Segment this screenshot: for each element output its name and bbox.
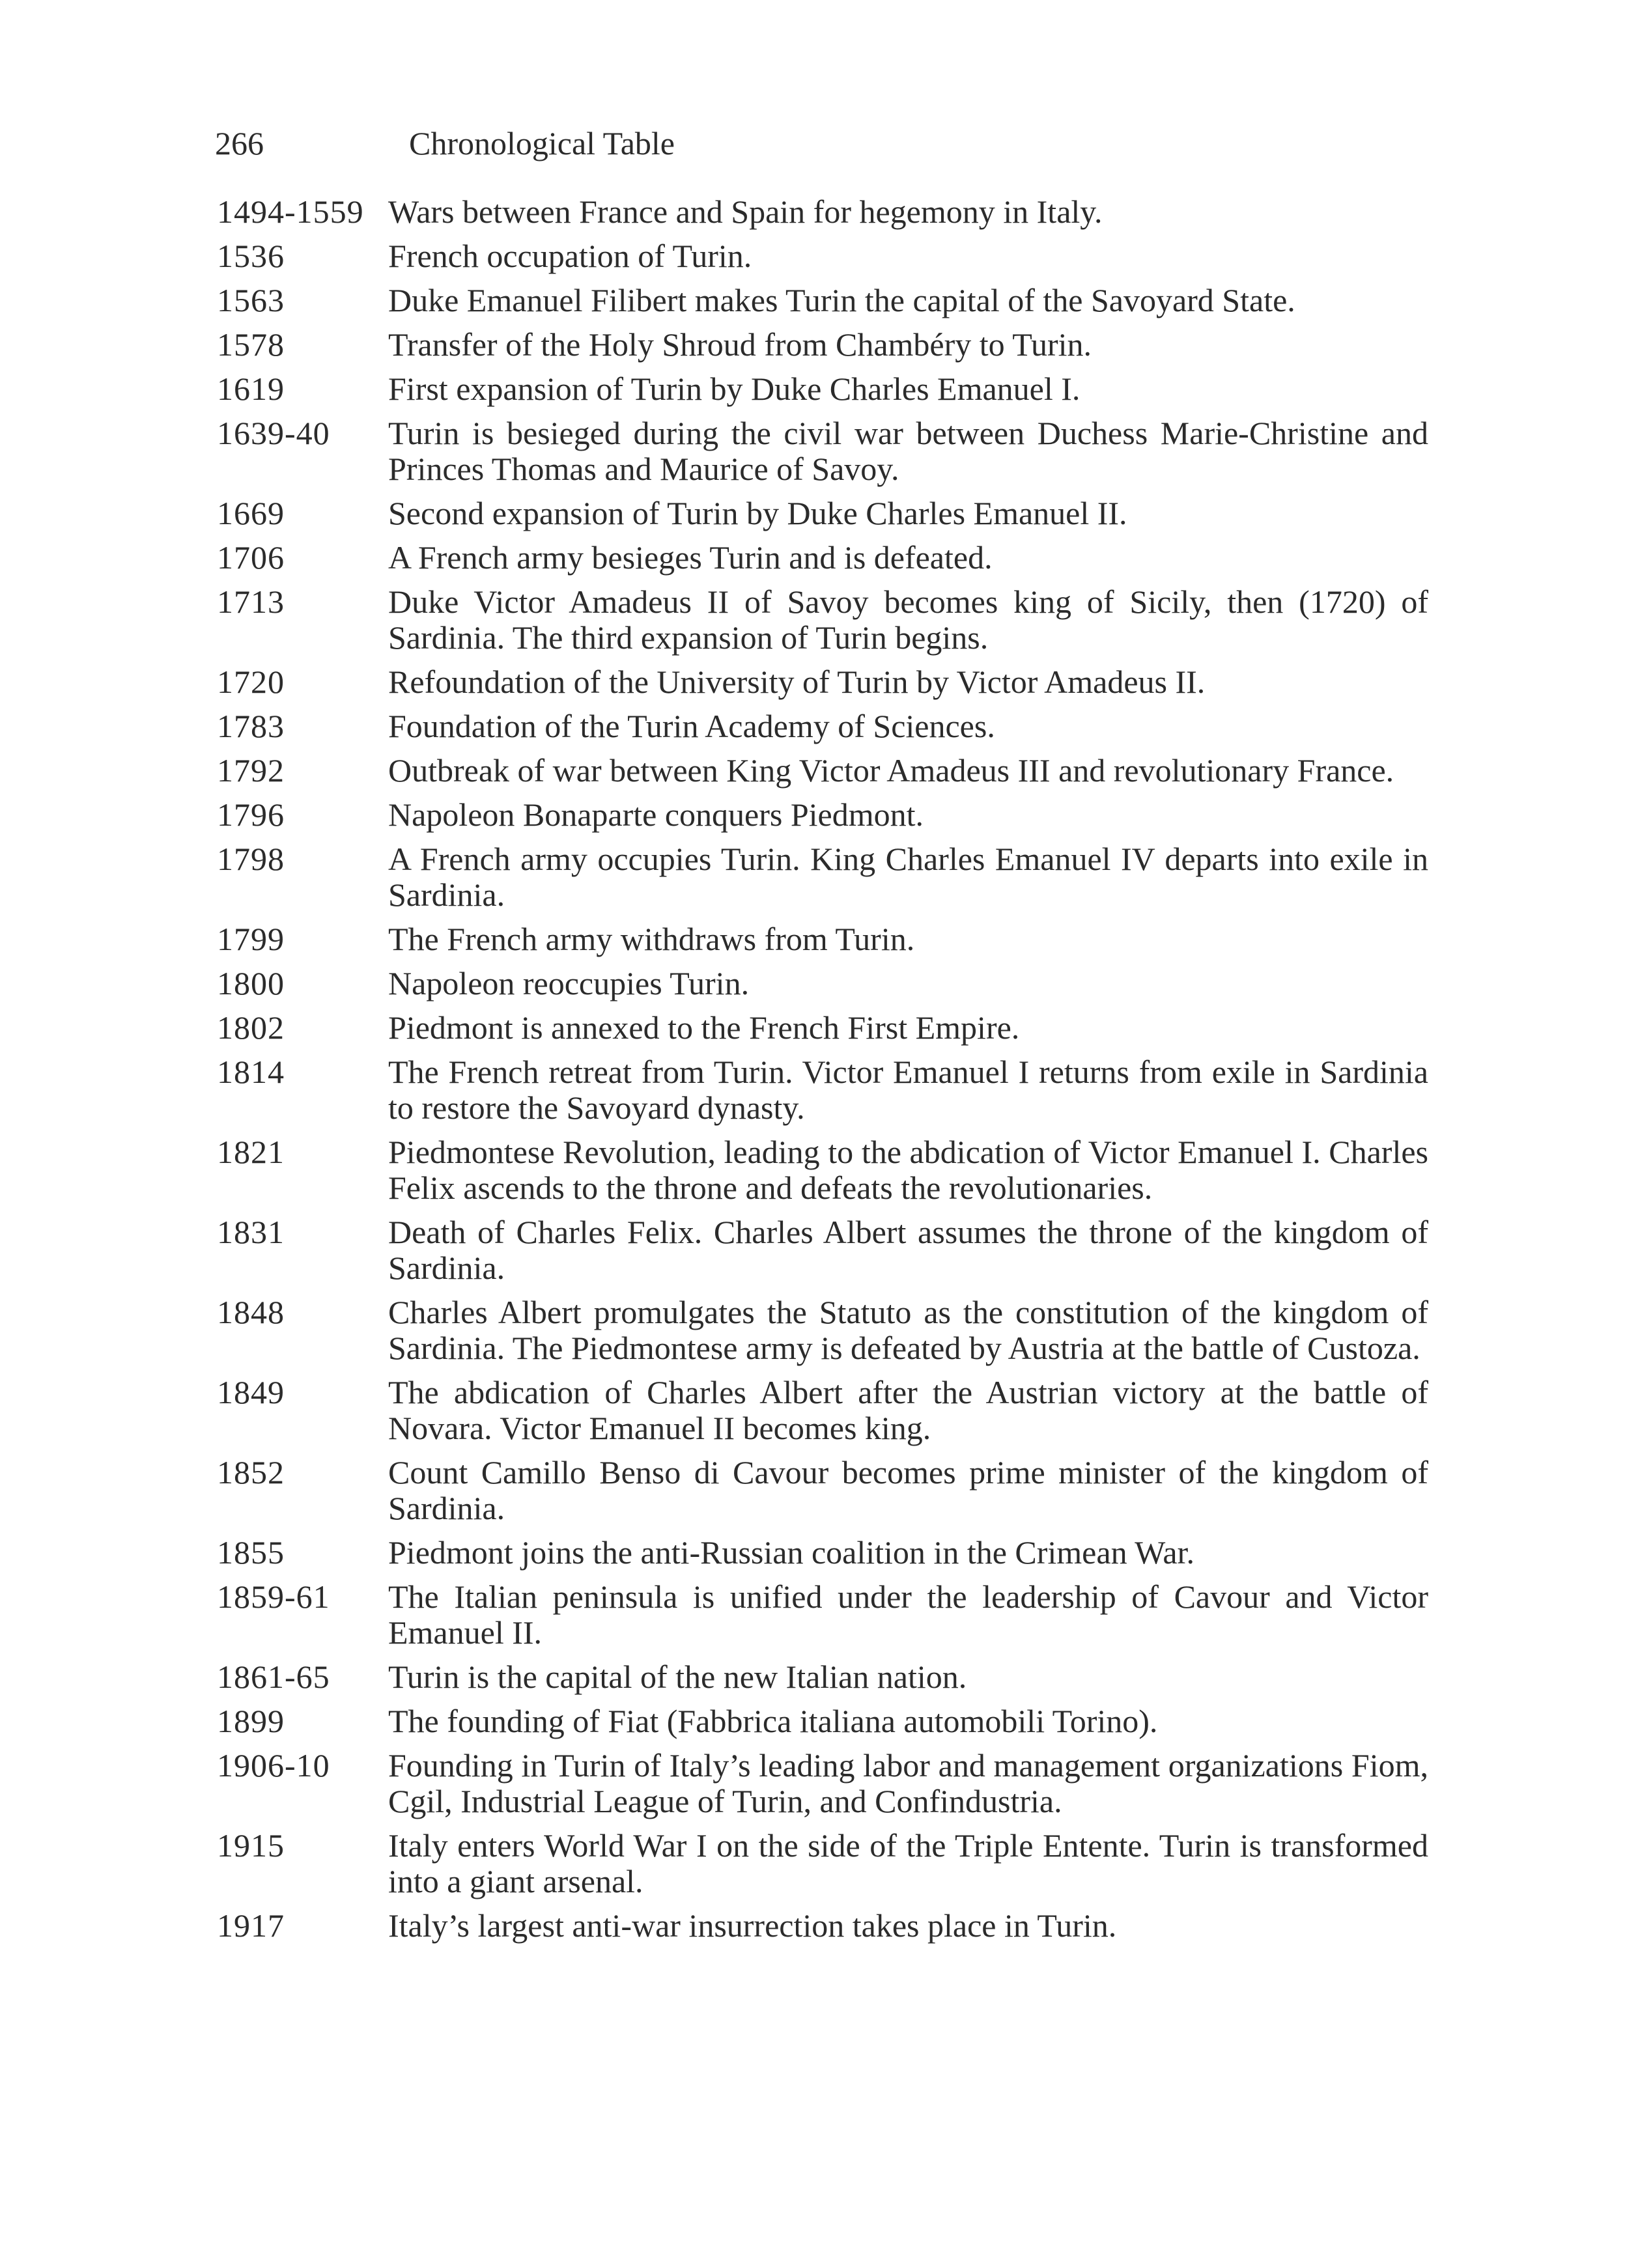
entry-year: 1915 [217, 1827, 285, 1864]
entry-event: The French retreat from Turin. Victor Emanuel I returns from exile in Sardinia to restore the Savoyard dynasty. [388, 1054, 1428, 1126]
entry-year: 1783 [217, 708, 285, 744]
entry-event: Napoleon Bonaparte conquers Piedmont. [388, 796, 924, 833]
entry-year: 1821 [217, 1134, 285, 1170]
entry-year: 1799 [217, 921, 285, 957]
chronology-entry [217, 496, 1428, 531]
entry-year: 1706 [217, 539, 285, 576]
entry-event: Refoundation of the University of Turin by Victor Amadeus II. [388, 664, 1206, 700]
entry-year: 1800 [217, 965, 285, 1001]
chronology-entry [217, 1703, 1428, 1739]
chronology-entry [217, 238, 1428, 274]
entry-event: The Italian peninsula is unified under the leadership of Cavour and Victor Emanuel II. [388, 1578, 1428, 1651]
entry-year: 1563 [217, 282, 285, 318]
running-head [215, 124, 675, 163]
chronology-entry [217, 708, 1428, 744]
entry-event: Outbreak of war between King Victor Amadeus III and revolutionary France. [388, 752, 1394, 789]
chronology-entry [217, 1375, 1428, 1446]
entry-event: The founding of Fiat (Fabbrica italiana automobili Torino). [388, 1703, 1158, 1739]
chronology-entry [217, 1054, 1428, 1126]
page-number: 266 [215, 125, 264, 161]
entry-event: Wars between France and Spain for hegemony in Italy. [388, 193, 1103, 230]
entry-year: 1792 [217, 752, 285, 789]
chronology-entry [217, 1535, 1428, 1571]
entry-year: 1494-1559 [217, 193, 364, 230]
entry-year: 1639-40 [217, 415, 330, 451]
entry-year: 1578 [217, 326, 285, 363]
chronology-entry [217, 1455, 1428, 1526]
entry-event: A French army besieges Turin and is defeated. [388, 539, 993, 576]
entry-event: Napoleon reoccupies Turin. [388, 965, 750, 1001]
entry-year: 1536 [217, 238, 285, 274]
chronology-entry [217, 664, 1428, 700]
chronology-entry [217, 1579, 1428, 1651]
chronology-entry [217, 194, 1428, 230]
chronology-entry [217, 584, 1428, 656]
chronology-entry [217, 1748, 1428, 1819]
chronology-table [217, 194, 1428, 1952]
entry-year: 1798 [217, 841, 285, 877]
entry-year: 1619 [217, 371, 285, 407]
chronology-entry [217, 1010, 1428, 1046]
entry-event: Second expansion of Turin by Duke Charles Emanuel II. [388, 495, 1127, 531]
chronology-entry [217, 1828, 1428, 1899]
chronology-entry [217, 753, 1428, 789]
entry-year: 1861-65 [217, 1659, 330, 1695]
chronology-entry [217, 1908, 1428, 1944]
entry-event: Turin is the capital of the new Italian nation. [388, 1659, 967, 1695]
entry-year: 1814 [217, 1054, 285, 1090]
page-title: Chronological Table [409, 125, 675, 161]
chronology-entry [217, 415, 1428, 487]
chronology-entry [217, 371, 1428, 407]
entry-event: Piedmontese Revolution, leading to the abdication of Victor Emanuel I. Charles Felix ascends to the throne and defeats the revolutionaries. [388, 1134, 1428, 1206]
entry-year: 1720 [217, 664, 285, 700]
chronology-entry [217, 797, 1428, 833]
chronology-entry [217, 841, 1428, 913]
chronology-entry [217, 540, 1428, 576]
entry-event: Italy enters World War I on the side of the Triple Entente. Turin is transformed into a giant arsenal. [388, 1827, 1428, 1899]
entry-year: 1917 [217, 1907, 285, 1944]
entry-event: First expansion of Turin by Duke Charles Emanuel I. [388, 371, 1081, 407]
chronology-entry [217, 1295, 1428, 1366]
entry-year: 1899 [217, 1703, 285, 1739]
entry-event: A French army occupies Turin. King Charles Emanuel IV departs into exile in Sardinia. [388, 841, 1428, 913]
entry-year: 1802 [217, 1009, 285, 1046]
chronology-entry [217, 283, 1428, 318]
entry-event: Duke Emanuel Filibert makes Turin the capital of the Savoyard State. [388, 282, 1295, 318]
entry-year: 1848 [217, 1294, 285, 1330]
chronology-entry [217, 1134, 1428, 1206]
entry-event: French occupation of Turin. [388, 238, 752, 274]
chronology-entry [217, 1214, 1428, 1286]
entry-event: Turin is besieged during the civil war between Duchess Marie-Christine and Princes Thomas and Maurice of Savoy. [388, 415, 1428, 487]
entry-event: Transfer of the Holy Shroud from Chambéry to Turin. [388, 326, 1092, 363]
entry-year: 1849 [217, 1374, 285, 1410]
entry-event: Count Camillo Benso di Cavour becomes prime minister of the kingdom of Sardinia. [388, 1454, 1428, 1526]
entry-event: Piedmont is annexed to the French First Empire. [388, 1009, 1020, 1046]
entry-event: Charles Albert promulgates the Statuto as the constitution of the kingdom of Sardinia. The Piedmontese army is defeated by Austria at the battle of Custoza. [388, 1294, 1428, 1366]
entry-event: The French army withdraws from Turin. [388, 921, 915, 957]
entry-event: Founding in Turin of Italy’s leading labor and management organizations Fiom, Cgil, Industrial League of Turin, and Confindustria. [388, 1747, 1428, 1819]
chronology-entry [217, 1659, 1428, 1695]
entry-year: 1906-10 [217, 1747, 330, 1784]
chronology-entry [217, 966, 1428, 1001]
entry-year: 1713 [217, 583, 285, 620]
entry-event: Duke Victor Amadeus II of Savoy becomes king of Sicily, then (1720) of Sardinia. The third expansion of Turin begins. [388, 583, 1428, 656]
entry-event: Death of Charles Felix. Charles Albert assumes the throne of the kingdom of Sardinia. [388, 1214, 1428, 1286]
entry-year: 1855 [217, 1534, 285, 1571]
entry-year: 1796 [217, 796, 285, 833]
entry-year: 1831 [217, 1214, 285, 1250]
entry-year: 1669 [217, 495, 285, 531]
entry-event: Foundation of the Turin Academy of Sciences. [388, 708, 995, 744]
entry-event: The abdication of Charles Albert after the Austrian victory at the battle of Novara. Victor Emanuel II becomes king. [388, 1374, 1428, 1446]
chronology-entry [217, 921, 1428, 957]
entry-event: Italy’s largest anti-war insurrection takes place in Turin. [388, 1907, 1117, 1944]
entry-year: 1859-61 [217, 1578, 330, 1615]
entry-event: Piedmont joins the anti-Russian coalition in the Crimean War. [388, 1534, 1194, 1571]
entry-year: 1852 [217, 1454, 285, 1491]
chronology-entry [217, 327, 1428, 363]
